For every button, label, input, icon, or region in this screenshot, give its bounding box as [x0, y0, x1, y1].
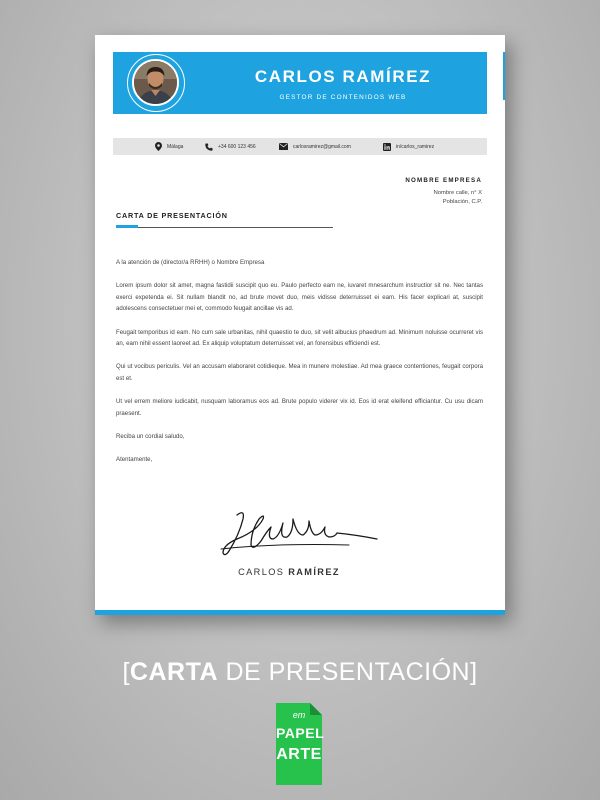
- logo-line-em: em: [292, 710, 306, 720]
- location-pin-icon: [155, 142, 162, 151]
- caption-rest: DE PRESENTACIÓN: [218, 658, 471, 686]
- company-street: Nombre calle, n° X: [433, 190, 482, 196]
- linkedin-icon: [383, 143, 391, 151]
- section-title: CARTA DE PRESENTACIÓN: [116, 211, 228, 220]
- title-accent: [116, 225, 138, 228]
- logo-line-arte: ARTE: [276, 746, 322, 763]
- recipient-block: [405, 176, 482, 207]
- location-text: Málaga: [167, 143, 184, 150]
- contact-email: [279, 138, 351, 155]
- company-name: NOMBRE EMPRESA: [405, 177, 482, 184]
- contact-bar: [113, 138, 487, 155]
- contact-phone: [205, 138, 256, 155]
- footer-accent-bar: [95, 610, 505, 615]
- caption-bracket-close: ]: [470, 658, 478, 686]
- paragraph: Qui ut vocibus periculis. Vel an accusam elaboraret cotidieque. Mea in munere molestiae. Ad mea graece contentiones, feugait corpora est et.: [116, 363, 483, 382]
- closing-greeting: Reciba un cordial saludo,: [116, 432, 185, 440]
- salutation: A la atención de (director/a RRHH) o Nombre Empresa: [116, 259, 265, 266]
- paragraph: Feugait temporibus id eam. No cum sale urbanitas, nihil quaestio te duo, sit velit albucius phaedrum ad. Minimum noluisse ocurreret vis an, eam nihil essent laoreet ad. Ex aliquip voluptatum deterruisset vel, an forensibus efficiendi est.: [116, 328, 483, 348]
- company-city: Población, C.P.: [442, 199, 482, 205]
- cover-letter-page: [95, 35, 505, 615]
- signer-first-name: CARLOS: [238, 567, 285, 577]
- header-banner: [113, 52, 487, 114]
- brand-logo: [276, 703, 325, 785]
- paragraph: Ut vel errem meliore iudicabit, nusquam laboramus eos ad. Brute populo viderer vix id. Eos id erat eleifend efficiantur. Cu usu dicam praesent.: [116, 398, 483, 417]
- signer-last-name: RAMÍREZ: [288, 567, 340, 577]
- letter-body: [116, 257, 483, 477]
- profile-photo: [132, 59, 179, 106]
- photo-ring: [127, 54, 185, 112]
- email-icon: [279, 143, 288, 150]
- logo-line-papel: PAPEL: [276, 725, 325, 741]
- header-name: CARLOS RAMÍREZ: [254, 67, 432, 86]
- handwritten-signature: [217, 505, 387, 565]
- linkedin-text: in/carlos_ramirez: [396, 143, 435, 150]
- signer-name: [219, 567, 359, 577]
- header-role: GESTOR DE CONTENIDOS WEB: [279, 94, 407, 101]
- paragraph: Lorem ipsum dolor sit amet, magna fastidii suscipit quo eu. Paulo perfecto eam ne, iuvaret mnesarchum instructior sit ne. Nec tantas exerci expetenda ei. Sit nullam blandit no, ad brute movet duo, meis vidisse deterruisset ei eam. His facer explicari at, suscipit adolescens consectetuer mei et, commodo feugait ancillae vis ad.: [116, 282, 483, 313]
- header-edge-accent: [503, 52, 505, 100]
- product-caption: [0, 658, 600, 687]
- email-text: carlosramirez@gmail.com: [293, 143, 351, 150]
- contact-location: [155, 138, 183, 155]
- caption-bold-word: CARTA: [129, 658, 219, 686]
- phone-icon: [205, 143, 213, 151]
- caption-bracket-open: [: [122, 658, 130, 686]
- contact-linkedin: [383, 138, 434, 155]
- closing-sign-off: Atentamente,: [116, 456, 153, 464]
- title-underline: [116, 227, 333, 228]
- phone-text: +34 600 123 456: [218, 143, 256, 150]
